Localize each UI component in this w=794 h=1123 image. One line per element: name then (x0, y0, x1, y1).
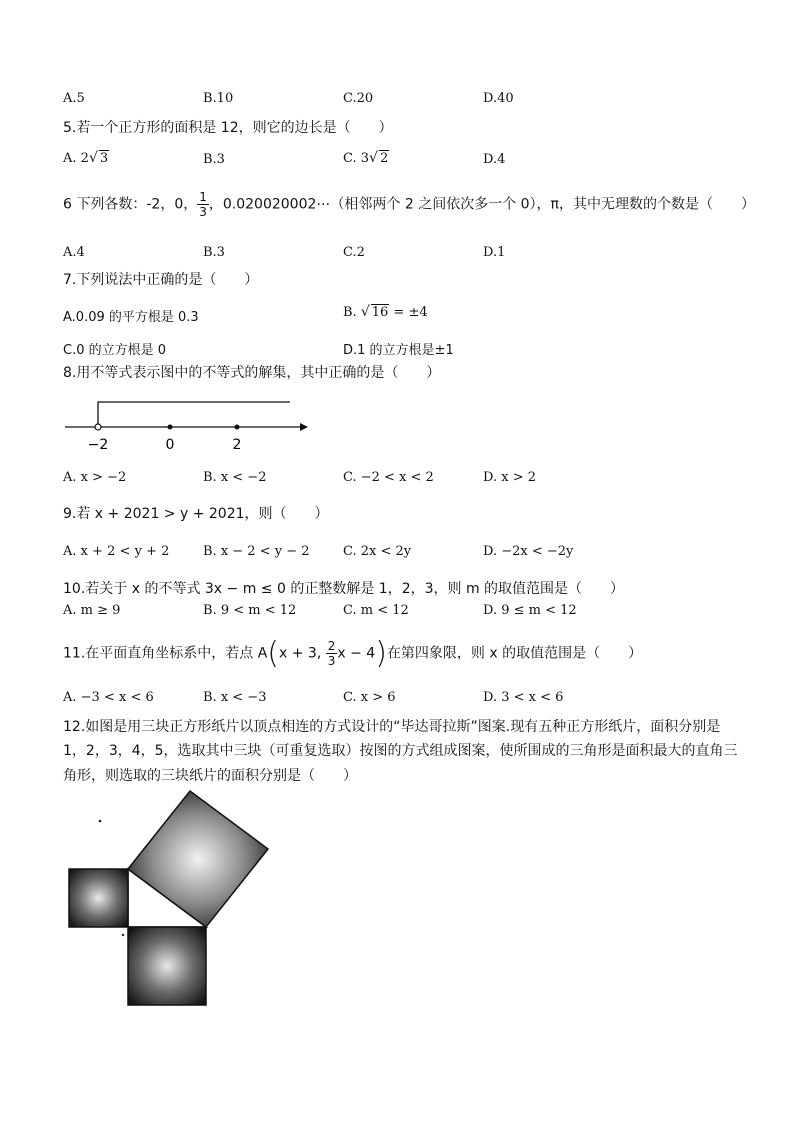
q4-option-d: D.40 (483, 91, 514, 106)
point-0 (168, 425, 173, 430)
pythagoras-squares-figure (60, 785, 290, 1015)
q6-option-c: C.2 (343, 245, 365, 260)
fraction-two-thirds: $\frac{2}{3}$ (327, 639, 336, 668)
q8-option-a: A. x > −2 (63, 470, 127, 485)
solution-range-bracket (98, 402, 290, 427)
number-line-figure (60, 395, 310, 457)
q7-stem: 7.下列说法中正确的是（ ） (63, 272, 259, 288)
q10-option-d: D. 9 ≤ m < 12 (483, 603, 577, 618)
q10-option-a: A. m ≥ 9 (63, 603, 121, 618)
q5-option-b: B.3 (203, 152, 225, 167)
left-square (69, 869, 128, 927)
q7-option-c: C.0 的立方根是 0 (63, 343, 167, 358)
q8-option-c: C. −2 < x < 2 (343, 470, 434, 485)
q11-option-d: D. 3 < x < 6 (483, 690, 564, 705)
q9-option-a: A. x + 2 < y + 2 (63, 544, 170, 559)
q7-option-b: B. √ 16 = ±4 (343, 304, 428, 320)
q6-stem: 6 下列各数：-2，0， $\frac{1}{3}$ ，0.020020002⋯（相邻两个 2 之间依次多一个 0），π，其中无理数的个数是（ ） (63, 190, 755, 219)
open-point-minus-2 (95, 424, 101, 430)
q6-option-a: A.4 (63, 245, 85, 260)
q11-option-b: B. x < −3 (203, 690, 267, 705)
q9-stem: 9.若 x + 2021 > y + 2021，则（ ） (63, 506, 329, 522)
q8-stem: 8.用不等式表示图中的不等式的解集，其中正确的是（ ） (63, 365, 441, 381)
q6-option-b: B.3 (203, 245, 225, 260)
point-2 (235, 425, 240, 430)
tick-label-0: 0 (165, 437, 175, 453)
q5-option-a: A. 2√ 3 (63, 150, 109, 166)
q9-option-b: B. x − 2 < y − 2 (203, 544, 310, 559)
tick-label-2: 2 (232, 437, 242, 453)
q7-option-a: A.0.09 的平方根是 0.3 (63, 310, 199, 325)
q9-option-c: C. 2x < 2y (343, 544, 412, 559)
bottom-square (128, 927, 206, 1005)
q12-line3: 角形，则选取的三块纸片的面积分别是（ ） (63, 768, 357, 784)
fraction-one-third: $\frac{1}{3}$ (199, 190, 207, 219)
q11-option-a: A. −3 < x < 6 (63, 690, 154, 705)
tick-label-minus-2: −2 (87, 437, 109, 453)
speck-dot (122, 934, 124, 936)
q5-option-d: D.4 (483, 152, 506, 167)
q11-stem: 11.在平面直角坐标系中，若点 A(x + 3, $\frac{2}{3}$ x − 4)在第四象限，则 x 的取值范围是（ ） (63, 636, 643, 671)
speck-dot (99, 820, 102, 823)
q9-option-d: D. −2x < −2y (483, 544, 574, 559)
q10-stem: 10.若关于 x 的不等式 3x − m ≤ 0 的正整数解是 1，2，3，则 m 的取值范围是（ ） (63, 581, 625, 597)
q10-option-c: C. m < 12 (343, 603, 409, 618)
q10-option-b: B. 9 < m < 12 (203, 603, 297, 618)
q6-option-d: D.1 (483, 245, 506, 260)
axis-arrow-icon (300, 423, 308, 431)
q7-option-d: D.1 的立方根是±1 (343, 343, 454, 358)
q4-option-a: A.5 (63, 91, 85, 106)
q8-option-d: D. x > 2 (483, 470, 536, 485)
q12-line2: 1，2，3，4，5，选取其中三块（可重复选取）按图的方式组成图案，使所围成的三角形是面积最大的直角三 (63, 743, 738, 759)
q5-stem: 5.若一个正方形的面积是 12，则它的边长是（ ） (63, 120, 393, 136)
q11-option-c: C. x > 6 (343, 690, 396, 705)
q12-line1: 12.如图是用三块正方形纸片以顶点相连的方式设计的“毕达哥拉斯”图案.现有五种正方形纸片，面积分别是 (63, 719, 721, 735)
q4-option-b: B.10 (203, 91, 234, 106)
q4-option-c: C.20 (343, 91, 374, 106)
q8-option-b: B. x < −2 (203, 470, 267, 485)
q5-option-c: C. 3√ 2 (343, 150, 389, 166)
